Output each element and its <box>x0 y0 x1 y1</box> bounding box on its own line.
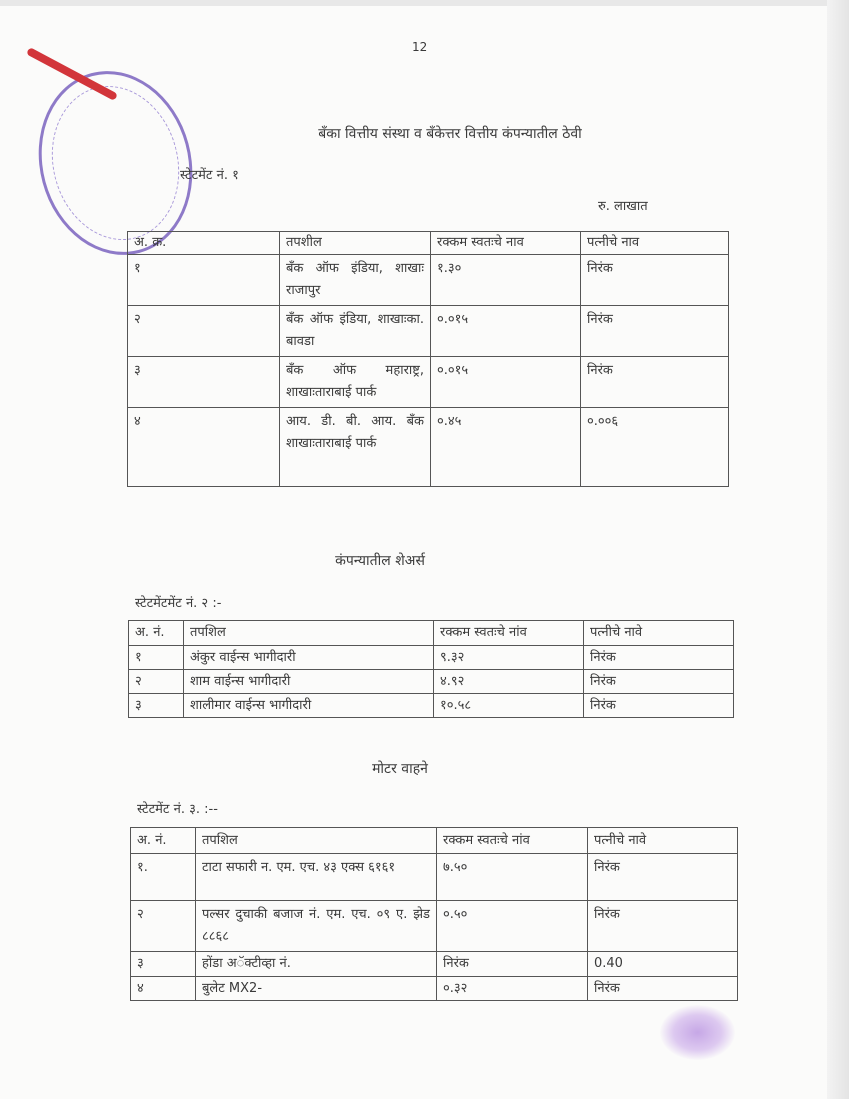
header-cell: पत्नीचे नाव <box>581 232 729 255</box>
cell-sr: ३ <box>128 357 280 408</box>
page-number: 12 <box>412 40 428 54</box>
cell-details: बँक ऑफ इंडिया, शाखाःका. बावडा <box>280 306 431 357</box>
header-cell: पत्नीचे नावे <box>584 621 734 646</box>
cell-sr: १. <box>131 854 196 901</box>
section1-title: बँका वित्तीय संस्था व बँकेत्तर वित्तीय कंपन्यातील ठेवी <box>318 126 582 142</box>
cell-spouse-amount: निरंक <box>588 854 738 901</box>
cell-details: बँक ऑफ इंडिया, शाखाः राजापुर <box>280 255 431 306</box>
table-row <box>129 670 734 694</box>
cell-spouse-amount: निरंक <box>584 646 734 670</box>
header-cell: अ. नं. <box>129 621 184 646</box>
section2-title: कंपन्यातील शेअर्स <box>335 553 425 569</box>
cell-self-amount: ९.३२ <box>434 646 584 670</box>
header-cell: रक्कम स्वतःचे नाव <box>431 232 581 255</box>
cell-sr: २ <box>128 306 280 357</box>
table-row <box>129 694 734 718</box>
section1-statement: स्टेटमेंट नं. १ <box>180 168 239 183</box>
cell-spouse-amount: निरंक <box>584 694 734 718</box>
shares-table <box>128 620 734 718</box>
cell-self-amount: ०.०१५ <box>431 357 581 408</box>
cell-sr: ३ <box>131 952 196 977</box>
table-row <box>131 901 738 952</box>
header-cell: अ. क्र. <box>128 232 280 255</box>
header-cell: रक्कम स्वतःचे नांव <box>437 828 588 854</box>
cell-details: टाटा सफारी न. एम. एच. ४३ एक्स ६१६१ <box>196 854 437 901</box>
cell-self-amount: १.३० <box>431 255 581 306</box>
cell-self-amount: ०.३२ <box>437 977 588 1001</box>
cell-spouse-amount: 0.40 <box>588 952 738 977</box>
header-cell: रक्कम स्वतःचे नांव <box>434 621 584 646</box>
table-row <box>128 408 729 487</box>
cell-self-amount: ७.५० <box>437 854 588 901</box>
cell-self-amount: निरंक <box>437 952 588 977</box>
table-row <box>128 357 729 408</box>
vehicles-table <box>130 827 738 1001</box>
cell-sr: १ <box>128 255 280 306</box>
cell-self-amount: ०.४५ <box>431 408 581 487</box>
table-header-row <box>129 621 734 646</box>
cell-details: होंडा अॅक्टीव्हा नं. <box>196 952 437 977</box>
cell-spouse-amount: निरंक <box>584 670 734 694</box>
section3-title: मोटर वाहने <box>372 761 428 777</box>
cell-details: बुलेट MX2- <box>196 977 437 1001</box>
unit-label: रु. लाखात <box>598 199 648 214</box>
scan-top-edge <box>0 0 849 6</box>
cell-self-amount: १०.५८ <box>434 694 584 718</box>
cell-sr: ३ <box>129 694 184 718</box>
cell-details: आय. डी. बी. आय. बँक शाखाःताराबाई पार्क <box>280 408 431 487</box>
table-header-row <box>128 232 729 255</box>
cell-spouse-amount: निरंक <box>588 901 738 952</box>
cell-details: बँक ऑफ महाराष्ट्र, शाखाःताराबाई पार्क <box>280 357 431 408</box>
header-cell: तपशील <box>280 232 431 255</box>
cell-sr: २ <box>129 670 184 694</box>
cell-spouse-amount: ०.००६ <box>581 408 729 487</box>
cell-spouse-amount: निरंक <box>581 255 729 306</box>
header-cell: तपशिल <box>184 621 434 646</box>
deposits-table <box>127 231 729 487</box>
cell-details: पल्सर दुचाकी बजाज नं. एम. एच. ०९ ए. झेड ८८६८ <box>196 901 437 952</box>
cell-sr: २ <box>131 901 196 952</box>
cell-self-amount: ४.९२ <box>434 670 584 694</box>
scan-right-edge <box>827 0 849 1099</box>
section2-statement: स्टेटमेंटमेंट नं. २ :- <box>135 596 222 611</box>
header-cell: अ. नं. <box>131 828 196 854</box>
table-row <box>131 854 738 901</box>
table-row <box>131 952 738 977</box>
cell-self-amount: ०.०१५ <box>431 306 581 357</box>
cell-details: शाम वाईन्स भागीदारी <box>184 670 434 694</box>
table-header-row <box>131 828 738 854</box>
cell-spouse-amount: निरंक <box>581 306 729 357</box>
signature-stamp-smudge <box>660 1005 735 1060</box>
cell-sr: १ <box>129 646 184 670</box>
cell-spouse-amount: निरंक <box>581 357 729 408</box>
section3-statement: स्टेटमेंट नं. ३. :-- <box>137 802 218 817</box>
header-cell: पत्नीचे नावे <box>588 828 738 854</box>
cell-self-amount: ०.५० <box>437 901 588 952</box>
table-row <box>129 646 734 670</box>
cell-details: अंकुर वाईन्स भागीदारी <box>184 646 434 670</box>
table-row <box>128 255 729 306</box>
cell-details: शालीमार वाईन्स भागीदारी <box>184 694 434 718</box>
cell-spouse-amount: निरंक <box>588 977 738 1001</box>
cell-sr: ४ <box>131 977 196 1001</box>
table-row <box>128 306 729 357</box>
cell-sr: ४ <box>128 408 280 487</box>
table-row <box>131 977 738 1001</box>
header-cell: तपशिल <box>196 828 437 854</box>
